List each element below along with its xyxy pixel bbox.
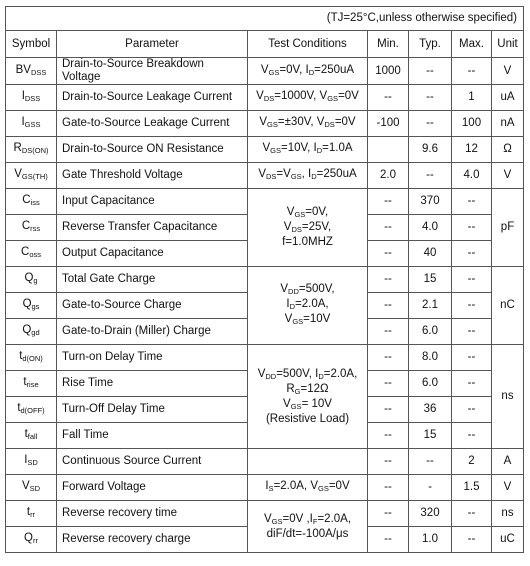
table-row bbox=[6, 345, 524, 371]
symbol-text: C bbox=[22, 194, 31, 206]
symbol-subscript: rr bbox=[32, 536, 38, 545]
test-conditions-cell: $I_S=2.0A$, $V_{GS}=0V$ bbox=[248, 475, 368, 501]
header-symbol: Symbol bbox=[6, 31, 57, 58]
min-cell: -- bbox=[368, 371, 409, 397]
test-conditions-cell: $V_{DS}=1000V$, $V_{GS}=0V$ bbox=[248, 85, 368, 111]
symbol-subscript: SD bbox=[27, 458, 38, 467]
symbol-subscript: GSS bbox=[24, 120, 41, 129]
symbol-cell bbox=[6, 137, 57, 163]
symbol-subscript: g bbox=[33, 276, 38, 285]
table-row bbox=[6, 449, 524, 475]
typ-cell: - bbox=[409, 475, 452, 501]
unit-cell: A bbox=[492, 449, 524, 475]
header-max: Max. bbox=[452, 31, 492, 58]
conditions-row bbox=[6, 7, 524, 31]
table-row bbox=[6, 111, 524, 137]
max-cell: 1 bbox=[452, 85, 492, 111]
test-conditions-cell: $V_{DD}=500V$, $I_D=2.0A$, $V_{GS}=10V$ bbox=[248, 267, 368, 345]
symbol-text: t bbox=[24, 428, 28, 440]
min-cell: -- bbox=[368, 475, 409, 501]
symbol-cell bbox=[6, 215, 57, 241]
typ-cell: -- bbox=[409, 58, 452, 85]
symbol-subscript: gd bbox=[31, 328, 40, 337]
min-cell bbox=[368, 137, 409, 163]
electrical-characteristics-sheet bbox=[5, 6, 523, 561]
typ-cell: 40 bbox=[409, 241, 452, 267]
table-row bbox=[6, 475, 524, 501]
symbol-text: t bbox=[26, 506, 31, 518]
max-cell: 100 bbox=[452, 111, 492, 137]
min-cell: -- bbox=[368, 189, 409, 215]
symbol-cell bbox=[6, 397, 57, 423]
min-cell: -- bbox=[368, 215, 409, 241]
electrical-characteristics-table bbox=[5, 6, 524, 553]
test-conditions-cell: $V_{DS}=V_{GS}$, $I_D=250uA$ bbox=[248, 163, 368, 189]
symbol-text: t bbox=[23, 376, 27, 388]
symbol-text: t bbox=[17, 402, 21, 414]
table-row bbox=[6, 501, 524, 527]
typ-cell: 8.0 bbox=[409, 345, 452, 371]
max-cell: -- bbox=[452, 423, 492, 449]
symbol-subscript: iss bbox=[30, 198, 40, 207]
typ-cell: 320 bbox=[409, 501, 452, 527]
unit-cell: V bbox=[492, 475, 524, 501]
min-cell: -- bbox=[368, 501, 409, 527]
min-cell: -- bbox=[368, 527, 409, 553]
unit-cell: ns bbox=[492, 501, 524, 527]
typ-cell: 6.0 bbox=[409, 319, 452, 345]
table-row bbox=[6, 189, 524, 215]
symbol-cell bbox=[6, 189, 57, 215]
parameter-cell: Fall Time bbox=[57, 423, 248, 449]
typ-cell: -- bbox=[409, 163, 452, 189]
typ-cell: 15 bbox=[409, 267, 452, 293]
symbol-text: I bbox=[21, 90, 25, 102]
max-cell: -- bbox=[452, 267, 492, 293]
max-cell: 2 bbox=[452, 449, 492, 475]
symbol-cell bbox=[6, 319, 57, 345]
symbol-text: C bbox=[21, 246, 30, 258]
symbol-text: t bbox=[19, 350, 23, 362]
min-cell: 2.0 bbox=[368, 163, 409, 189]
symbol-cell bbox=[6, 267, 57, 293]
max-cell: -- bbox=[452, 371, 492, 397]
typ-cell: 2.1 bbox=[409, 293, 452, 319]
max-cell: -- bbox=[452, 345, 492, 371]
table-row bbox=[6, 163, 524, 189]
symbol-text: BV bbox=[15, 63, 31, 76]
symbol-cell bbox=[6, 241, 57, 267]
symbol-subscript: d(OFF) bbox=[20, 406, 45, 415]
typ-cell: 15 bbox=[409, 423, 452, 449]
typ-cell: 1.0 bbox=[409, 527, 452, 553]
symbol-cell bbox=[6, 163, 57, 189]
parameter-cell: Turn-Off Delay Time bbox=[57, 397, 248, 423]
header-unit: Unit bbox=[492, 31, 524, 58]
header-test-conditions: Test Conditions bbox=[248, 31, 368, 58]
unit-cell: uA bbox=[492, 85, 524, 111]
symbol-subscript: oss bbox=[29, 250, 41, 259]
typ-cell: 9.6 bbox=[409, 137, 452, 163]
unit-cell: uC bbox=[492, 527, 524, 553]
test-conditions-cell bbox=[248, 449, 368, 475]
symbol-cell bbox=[6, 475, 57, 501]
parameter-cell: Gate-to-Drain (Miller) Charge bbox=[57, 319, 248, 345]
max-cell: -- bbox=[452, 215, 492, 241]
parameter-cell: Total Gate Charge bbox=[57, 267, 248, 293]
symbol-cell bbox=[6, 293, 57, 319]
test-conditions-cell: $V_{GS}=10V$, $I_D=1.0A$ bbox=[248, 137, 368, 163]
parameter-cell: Output Capacitance bbox=[57, 241, 248, 267]
table-row bbox=[6, 267, 524, 293]
symbol-text: I bbox=[21, 116, 25, 128]
symbol-subscript: rss bbox=[30, 224, 41, 233]
header-min: Min. bbox=[368, 31, 409, 58]
max-cell: -- bbox=[452, 58, 492, 85]
symbol-text: Q bbox=[24, 532, 33, 544]
min-cell: -- bbox=[368, 423, 409, 449]
symbol-subscript: d(ON) bbox=[22, 354, 43, 363]
unit-cell: nA bbox=[492, 111, 524, 137]
min-cell: -- bbox=[368, 85, 409, 111]
symbol-text: V bbox=[14, 168, 22, 180]
max-cell: -- bbox=[452, 293, 492, 319]
symbol-subscript: gs bbox=[31, 302, 40, 311]
symbol-cell bbox=[6, 501, 57, 527]
symbol-subscript: SD bbox=[29, 484, 41, 493]
table-row bbox=[6, 137, 524, 163]
min-cell: -- bbox=[368, 293, 409, 319]
test-conditions-cell: $V_{GS}=0V$, $V_{DS}=25V$, f=1.0MHZ bbox=[248, 189, 368, 267]
symbol-cell bbox=[6, 371, 57, 397]
test-conditions-cell: $V_{DD}=500V$, $I_D=2.0A$, $R_G=12\Omega$ $V_{GS}= 10V$ (Resistive Load) bbox=[248, 345, 368, 449]
symbol-text: R bbox=[13, 142, 22, 154]
unit-cell: ns bbox=[492, 345, 524, 449]
symbol-subscript: fall bbox=[27, 432, 38, 441]
parameter-cell: Gate-to-Source Leakage Current bbox=[57, 111, 248, 137]
parameter-cell: Forward Voltage bbox=[57, 475, 248, 501]
max-cell: -- bbox=[452, 319, 492, 345]
min-cell: -- bbox=[368, 241, 409, 267]
max-cell: 12 bbox=[452, 137, 492, 163]
unit-cell: nC bbox=[492, 267, 524, 345]
min-cell: -100 bbox=[368, 111, 409, 137]
unit-cell: pF bbox=[492, 189, 524, 267]
parameter-cell: Rise Time bbox=[57, 371, 248, 397]
min-cell: -- bbox=[368, 397, 409, 423]
symbol-text: I bbox=[24, 454, 28, 466]
unit-cell: V bbox=[492, 163, 524, 189]
max-cell: 4.0 bbox=[452, 163, 492, 189]
max-cell: -- bbox=[452, 189, 492, 215]
parameter-cell: Input Capacitance bbox=[57, 189, 248, 215]
symbol-subscript: DSS bbox=[24, 94, 41, 103]
test-conditions-note: (TJ=25°C,unless otherwise specified) bbox=[6, 7, 524, 31]
max-cell: -- bbox=[452, 527, 492, 553]
table-body bbox=[6, 58, 524, 553]
typ-cell: 370 bbox=[409, 189, 452, 215]
table-row bbox=[6, 58, 524, 85]
min-cell: -- bbox=[368, 267, 409, 293]
header-parameter: Parameter bbox=[57, 31, 248, 58]
table-row bbox=[6, 85, 524, 111]
symbol-text: V bbox=[21, 480, 30, 492]
typ-cell: -- bbox=[409, 111, 452, 137]
symbol-subscript: rise bbox=[26, 380, 39, 389]
parameter-cell: Reverse recovery charge bbox=[57, 527, 248, 553]
unit-cell: V bbox=[492, 58, 524, 85]
symbol-cell bbox=[6, 345, 57, 371]
min-cell: 1000 bbox=[368, 58, 409, 85]
min-cell: -- bbox=[368, 345, 409, 371]
typ-cell: -- bbox=[409, 85, 452, 111]
parameter-cell: Drain-to-Source Breakdown Voltage bbox=[57, 58, 248, 85]
parameter-cell: Continuous Source Current bbox=[57, 449, 248, 475]
max-cell: -- bbox=[452, 397, 492, 423]
symbol-subscript: DSS bbox=[30, 67, 47, 77]
symbol-text: Q bbox=[22, 298, 32, 310]
max-cell: -- bbox=[452, 501, 492, 527]
symbol-text: C bbox=[21, 220, 31, 232]
typ-cell: -- bbox=[409, 449, 452, 475]
header-row bbox=[6, 31, 524, 58]
test-conditions-cell: $V_{GS}=0V$, $I_D=250uA$ bbox=[248, 58, 368, 85]
symbol-cell bbox=[6, 527, 57, 553]
symbol-cell bbox=[6, 423, 57, 449]
unit-cell: Ω bbox=[492, 137, 524, 163]
parameter-cell: Reverse recovery time bbox=[57, 501, 248, 527]
parameter-cell: Drain-to-Source ON Resistance bbox=[57, 137, 248, 163]
symbol-subscript: rr bbox=[30, 510, 36, 519]
parameter-cell: Turn-on Delay Time bbox=[57, 345, 248, 371]
typ-cell: 36 bbox=[409, 397, 452, 423]
symbol-subscript: DS(ON) bbox=[21, 146, 49, 155]
min-cell: -- bbox=[368, 449, 409, 475]
symbol-cell bbox=[6, 449, 57, 475]
symbol-cell bbox=[6, 85, 57, 111]
typ-cell: 6.0 bbox=[409, 371, 452, 397]
symbol-text: Q bbox=[24, 272, 34, 284]
typ-cell: 4.0 bbox=[409, 215, 452, 241]
symbol-subscript: GS(TH) bbox=[21, 172, 48, 181]
test-conditions-cell: $V_{GS}=0V$ $,I_F=2.0A$, diF/dt=-100A/μs bbox=[248, 501, 368, 553]
symbol-cell bbox=[6, 58, 57, 85]
parameter-cell: Gate Threshold Voltage bbox=[57, 163, 248, 189]
header-typ: Typ. bbox=[409, 31, 452, 58]
max-cell: -- bbox=[452, 241, 492, 267]
parameter-cell: Drain-to-Source Leakage Current bbox=[57, 85, 248, 111]
min-cell: -- bbox=[368, 319, 409, 345]
test-conditions-cell: $V_{GS}=\pm 30V$, $V_{DS}=0V$ bbox=[248, 111, 368, 137]
max-cell: 1.5 bbox=[452, 475, 492, 501]
symbol-text: Q bbox=[22, 324, 32, 336]
symbol-cell bbox=[6, 111, 57, 137]
parameter-cell: Gate-to-Source Charge bbox=[57, 293, 248, 319]
parameter-cell: Reverse Transfer Capacitance bbox=[57, 215, 248, 241]
